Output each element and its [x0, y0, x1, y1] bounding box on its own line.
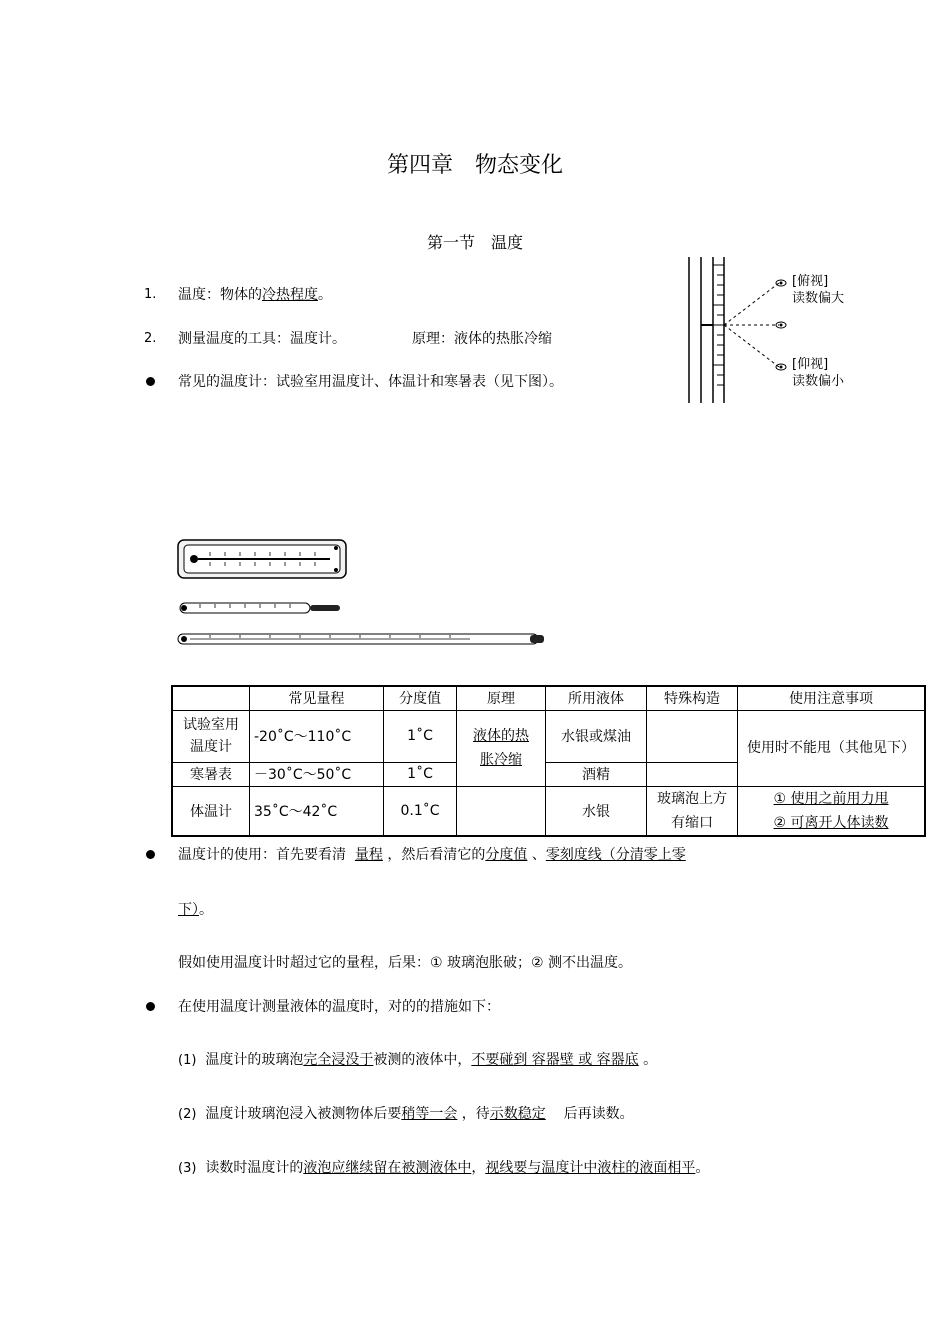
- table-cell-name: 寒暑表: [172, 762, 250, 786]
- table-cell-division: 0.1˚C: [384, 786, 457, 836]
- viewing-angle-diagram: [684, 255, 859, 405]
- note-2: ② 可离开人体读数: [773, 814, 889, 831]
- wall-thermometer-image: [178, 540, 346, 578]
- table-header-cell: 分度值: [384, 686, 457, 710]
- step-2: [178, 1104, 634, 1125]
- step-2-underline-1: 稍等一会: [401, 1106, 458, 1122]
- item-1-number: 1.: [144, 287, 157, 302]
- step-1-underline-1: 完全浸没于: [303, 1052, 374, 1068]
- step-2-number: (2): [178, 1107, 197, 1122]
- thermometer-comparison-table: [171, 685, 926, 837]
- principle-text: 液体的热胀冷缩: [473, 728, 529, 768]
- chapter-title: 第四章 物态变化: [386, 153, 563, 178]
- diagram-top-label-2: 读数偏大: [792, 291, 845, 306]
- step-3-underline-1: 液泡应继续留在被测液体中: [303, 1160, 472, 1176]
- step-1-underline-2: 不要碰到 容器壁 或 容器底: [471, 1052, 639, 1068]
- bullet-dot: [146, 850, 155, 859]
- table-cell-note-common: 使用时不能甩（其他见下）: [738, 710, 926, 786]
- step-1-text-c: 。: [643, 1052, 658, 1068]
- table-header-row: [172, 686, 925, 710]
- step-3-underline-2: 视线要与温度计中液柱的液面相平: [485, 1160, 696, 1176]
- table-header-cell: 使用注意事项: [738, 686, 926, 710]
- item-1-text: [178, 285, 332, 305]
- table-cell-range: -20˚C～110˚C: [250, 710, 384, 762]
- step-3-number: (3): [178, 1161, 197, 1176]
- table-cell-special: [647, 762, 738, 786]
- table-cell-notes: [738, 786, 926, 836]
- step-2-text-b: ，待: [461, 1106, 490, 1122]
- table-cell-special: 玻璃泡上方有缩口: [647, 786, 738, 836]
- table-row: [172, 710, 925, 762]
- step-1-number: (1): [178, 1053, 197, 1068]
- thermometer-illustrations: [170, 535, 550, 650]
- table-cell-division: 1˚C: [384, 762, 457, 786]
- item-1-underlined: 冷热程度: [262, 287, 318, 303]
- table-cell-liquid: 酒精: [546, 762, 647, 786]
- step-1: [178, 1050, 657, 1071]
- step-2-underline-2: 示数稳定: [489, 1106, 546, 1122]
- table-header-cell: 常见量程: [250, 686, 384, 710]
- eye-middle-icon: [776, 322, 786, 328]
- table-header-cell: 原理: [457, 686, 546, 710]
- bullet-dot: [146, 377, 155, 386]
- table-cell-division: 1˚C: [384, 710, 457, 762]
- item-2-label: 测量温度的工具：温度计。: [178, 331, 346, 347]
- note-1: ① 使用之前用力甩: [773, 790, 889, 807]
- table-cell-special: [647, 710, 738, 762]
- step-1-text-a: 温度计的玻璃泡: [205, 1052, 304, 1068]
- bullet-2-underline-zero: 零刻度线（分清零上零: [545, 847, 686, 863]
- step-2-text-c: 后再读数。: [563, 1106, 634, 1122]
- item-1-tail: 。: [318, 287, 332, 303]
- eye-bottom-icon: [776, 364, 786, 370]
- section-title: 第一节 温度: [426, 233, 523, 252]
- bullet-3-text: 在使用温度计测量液体的温度时，对的的措施如下：: [178, 999, 500, 1015]
- step-3-text-b: ，: [471, 1160, 486, 1176]
- bullet-2-underline-below: 下）: [178, 902, 199, 918]
- diagram-bottom-label-2: 读数偏小: [792, 374, 845, 389]
- table-cell-name: 体温计: [172, 786, 250, 836]
- table-cell-liquid: 水银或煤油: [546, 710, 647, 762]
- diagram-bottom-label-1: [仰视]: [792, 357, 829, 372]
- item-1-label: 温度：物体的: [178, 287, 262, 303]
- bullet-1-text: 常见的温度计：试验室用温度计、体温计和寒暑表（见下图）。: [178, 374, 563, 390]
- step-3-text-a: 读数时温度计的: [205, 1160, 304, 1176]
- step-3: [178, 1158, 709, 1179]
- table-cell-range: －30˚C～50˚C: [250, 762, 384, 786]
- bullet-2-text-a: 温度计的使用：首先要看清: [178, 847, 346, 863]
- bullet-2-underline-division: 分度值: [485, 847, 528, 863]
- table-header-cell: 所用液体: [546, 686, 647, 710]
- table-header-cell: [172, 686, 250, 710]
- bullet-2-text-d: 。: [199, 902, 213, 918]
- bullet-2-underline-range: 量程: [354, 847, 383, 863]
- eye-top-icon: [776, 280, 786, 286]
- table-cell-principle-empty: [457, 786, 546, 836]
- lab-thermometer-image: [178, 634, 544, 644]
- bullet-2-line-1: [178, 845, 686, 865]
- diagram-top-label-1: [俯视]: [792, 274, 829, 289]
- clinical-thermometer-image: [180, 603, 340, 613]
- table-cell-liquid: 水银: [546, 786, 647, 836]
- item-2-principle: 原理：液体的热胀冷缩: [412, 331, 552, 347]
- bullet-2-text-b: ，然后看清它的: [387, 847, 486, 863]
- table-header-cell: 特殊构造: [647, 686, 738, 710]
- table-cell-range: 35˚C～42˚C: [250, 786, 384, 836]
- bullet-2-text-c: 、: [531, 847, 546, 863]
- item-2-number: 2.: [144, 331, 157, 346]
- step-3-text-c: 。: [695, 1160, 710, 1176]
- table-cell-name: 试验室用温度计: [172, 710, 250, 762]
- table-row: [172, 786, 925, 836]
- bullet-dot: [146, 1002, 155, 1011]
- table-cell-principle: [457, 710, 546, 786]
- step-1-text-b: 被测的液体中，: [373, 1052, 472, 1068]
- bullet-2-line-2: [178, 900, 213, 920]
- over-range-text: 假如使用温度计时超过它的量程，后果：① 玻璃泡胀破；② 测不出温度。: [178, 955, 633, 971]
- step-2-text-a: 温度计玻璃泡浸入被测物体后要: [205, 1106, 402, 1122]
